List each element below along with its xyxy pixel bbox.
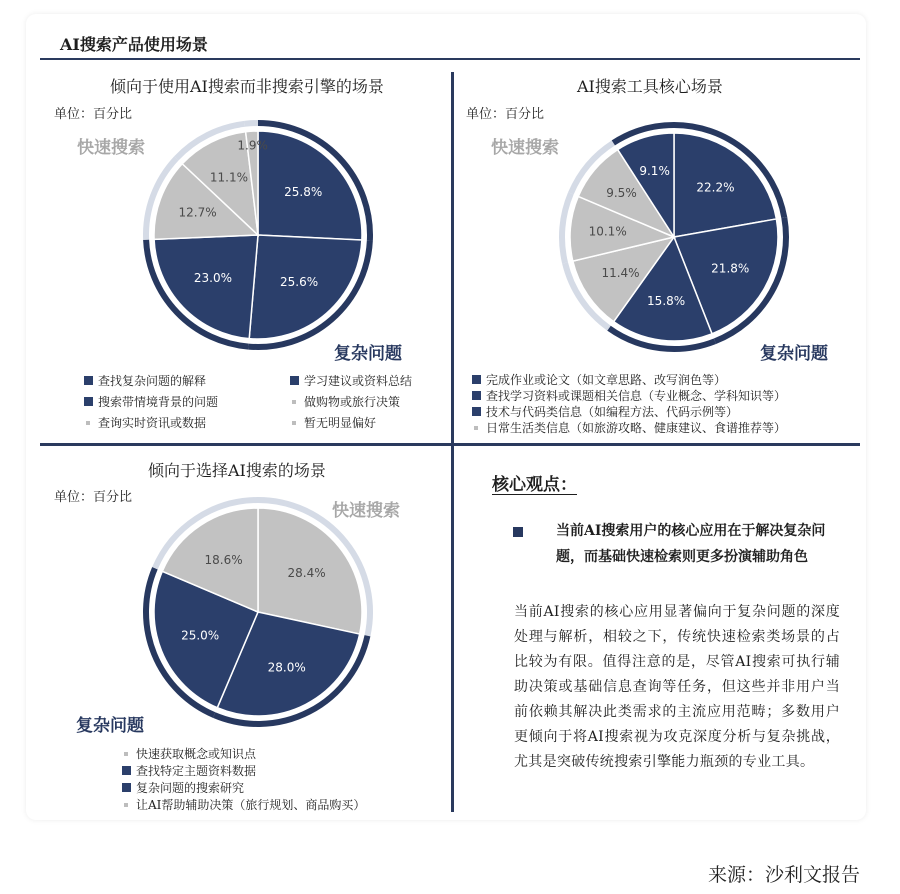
chart2-title: AI搜索工具核心场景: [577, 77, 723, 96]
page-title: AI搜索产品使用场景: [60, 35, 208, 54]
chart3-pie: [140, 494, 376, 730]
pie-data-label: 12.7%: [178, 205, 217, 220]
chart3-tag-complex: 复杂问题: [76, 716, 144, 736]
legend-label: 查找学习资料或课题相关信息（专业概念、学科知识等）: [486, 389, 787, 403]
chart2-unit: 单位：百分比: [466, 107, 545, 122]
pie-data-label: 25.0%: [181, 628, 220, 643]
chart2-legend-item: [472, 371, 726, 388]
legend-swatch: [290, 376, 299, 385]
legend-label: 查找特定主题资料数据: [136, 764, 257, 778]
chart3-unit: 单位：百分比: [54, 490, 133, 505]
legend-swatch: [84, 376, 93, 385]
chart1-title: 倾向于使用AI搜索而非搜索引擎的场景: [110, 77, 384, 96]
pie-data-label: 11.4%: [601, 266, 640, 281]
chart1-legend-item: [84, 372, 206, 389]
legend-label: 完成作业或论文（如文章思路、改写润色等）: [486, 373, 727, 387]
chart1-legend-item: [290, 393, 400, 410]
legend-label: 查找复杂问题的解释: [98, 374, 207, 388]
legend-label: 技术与代码类信息（如编程方法、代码示例等）: [486, 405, 739, 419]
legend-swatch: [474, 426, 478, 430]
chart3-legend-item: [122, 745, 256, 762]
legend-swatch: [472, 407, 481, 416]
pie-group-ring: [245, 123, 258, 124]
insight-headline: 当前AI搜索用户的核心应用在于解决复杂问题，而基础快速检索则更多扮演辅助角色: [556, 523, 826, 565]
legend-swatch: [122, 783, 131, 792]
chart1-legend-item: [290, 372, 412, 389]
pie-data-label: 9.5%: [606, 185, 637, 200]
chart1-pie: [140, 117, 376, 353]
chart2-pie: [556, 119, 792, 355]
pie-data-label: 25.8%: [284, 184, 323, 199]
legend-swatch: [86, 421, 90, 425]
vertical-divider: [451, 72, 454, 812]
chart3-legend-item: [122, 779, 244, 796]
insight-body: 当前AI搜索的核心应用显著偏向于复杂问题的深度处理与解析，相较之下，传统快速检索类场景的占比较为有限。值得注意的是，尽管AI搜索可执行辅助决策或基础信息查询等任务，但这些并非用户当前依赖其解决此类需求的主流应用范畴；多数用户更倾向于将AI搜索视为攻克深度分析与复杂挑战，尤其是突破传统搜索引擎能力瓶颈的专业工具。: [514, 604, 840, 770]
pie-data-label: 22.2%: [696, 180, 735, 195]
pie-slice: [154, 235, 258, 339]
chart1-legend-item: [84, 393, 218, 410]
chart2-tag-fast: 快速搜索: [491, 138, 559, 158]
pie-data-label: 15.8%: [647, 293, 686, 308]
pie-data-label: 28.0%: [267, 660, 306, 675]
legend-swatch: [84, 397, 93, 406]
legend-label: 复杂问题的搜索研究: [136, 781, 245, 795]
legend-label: 查询实时资讯或数据: [98, 416, 207, 430]
chart1-tag-fast: 快速搜索: [77, 138, 145, 158]
legend-label: 日常生活类信息（如旅游攻略、健康建议、食谱推荐等）: [486, 421, 787, 435]
title-rule: [40, 58, 860, 60]
legend-label: 学习建议或资料总结: [304, 374, 413, 388]
chart2-legend-item: [472, 387, 786, 404]
pie-data-label: 28.4%: [287, 565, 326, 580]
chart2-legend-item: [472, 403, 738, 420]
chart3-title: 倾向于选择AI搜索的场景: [148, 461, 326, 480]
legend-swatch: [292, 421, 296, 425]
legend-label: 暂无明显偏好: [304, 416, 377, 430]
horizontal-divider: [40, 443, 860, 446]
chart1-legend-item: [84, 414, 206, 431]
chart1-tag-complex: 复杂问题: [334, 344, 402, 364]
pie-data-label: 23.0%: [193, 271, 233, 286]
legend-swatch: [472, 391, 481, 400]
chart1-legend-item: [290, 414, 376, 431]
legend-swatch: [292, 400, 296, 404]
pie-data-label: 1.9%: [237, 138, 268, 153]
legend-label: 让AI帮助辅助决策（旅行规划、商品购买）: [136, 798, 366, 812]
chart2-tag-complex: 复杂问题: [760, 344, 828, 364]
insight-title: 核心观点：: [492, 475, 577, 495]
legend-swatch: [472, 375, 481, 384]
pie-data-label: 21.8%: [711, 261, 750, 276]
chart3-tag-fast: 快速搜索: [332, 501, 400, 521]
pie-data-label: 10.1%: [588, 224, 627, 239]
pie-data-label: 25.6%: [280, 274, 319, 289]
legend-swatch: [122, 766, 131, 775]
chart3-legend-item: [122, 796, 365, 813]
pie-data-label: 9.1%: [639, 164, 670, 179]
pie-data-label: 11.1%: [209, 170, 248, 185]
legend-swatch: [124, 803, 128, 807]
insight-bullet-icon: [513, 527, 523, 537]
legend-label: 搜索带情境背景的问题: [98, 395, 219, 409]
pie-data-label: 18.6%: [204, 552, 243, 567]
chart1-unit: 单位：百分比: [54, 107, 133, 122]
legend-label: 做购物或旅行决策: [304, 395, 401, 409]
chart2-legend-item: [472, 419, 786, 436]
legend-swatch: [124, 752, 128, 756]
legend-label: 快速获取概念或知识点: [136, 747, 257, 761]
chart3-legend-item: [122, 762, 256, 779]
source-note: 来源：沙利文报告: [707, 864, 860, 886]
